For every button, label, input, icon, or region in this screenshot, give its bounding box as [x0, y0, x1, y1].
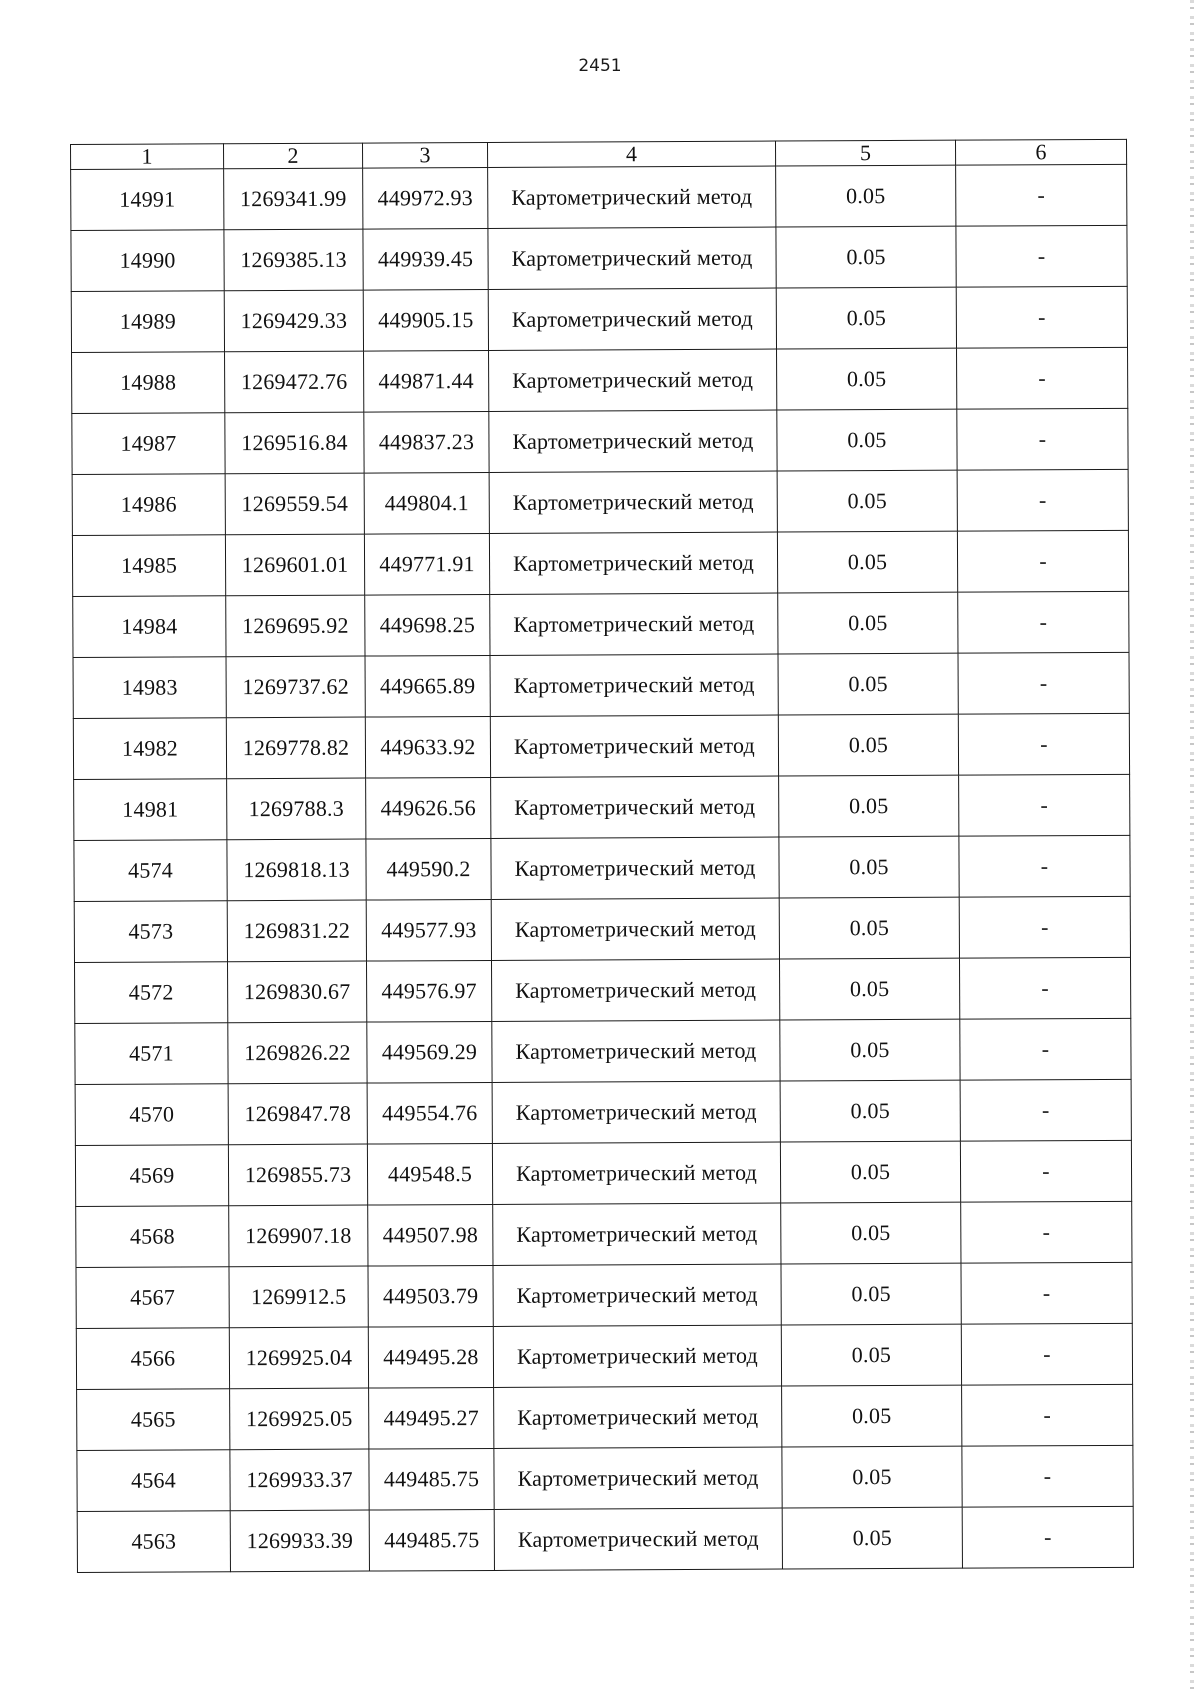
accuracy-cell: 0.05: [778, 653, 958, 715]
note-cell: -: [959, 896, 1130, 958]
accuracy-cell: 0.05: [781, 1263, 961, 1325]
column-header-4: 4: [487, 141, 775, 167]
x-coordinate-cell: 1269818.13: [227, 839, 366, 901]
table-row: [73, 652, 1129, 718]
x-coordinate-cell: 1269737.62: [226, 656, 365, 718]
method-cell: Картометрический метод: [494, 1508, 782, 1570]
note-cell: -: [956, 164, 1127, 226]
y-coordinate-cell: 449569.29: [367, 1021, 492, 1083]
method-cell: Картометрический метод: [491, 776, 779, 838]
table-row: [71, 164, 1127, 230]
note-cell: -: [962, 1384, 1133, 1446]
note-cell: -: [959, 774, 1130, 836]
point-number-cell: 4568: [76, 1206, 229, 1268]
column-header-1: 1: [71, 144, 224, 170]
method-cell: Картометрический метод: [489, 349, 777, 411]
method-cell: Картометрический метод: [493, 1203, 781, 1265]
y-coordinate-cell: 449626.56: [366, 777, 491, 839]
point-number-cell: 4571: [75, 1023, 228, 1085]
point-number-cell: 14990: [71, 230, 224, 292]
x-coordinate-cell: 1269385.13: [224, 229, 363, 291]
column-header-5: 5: [775, 140, 955, 166]
table-row: [75, 1140, 1131, 1206]
point-number-cell: 4567: [76, 1267, 229, 1329]
method-cell: Картометрический метод: [493, 1325, 781, 1387]
note-cell: -: [960, 1018, 1131, 1080]
method-cell: Картометрический метод: [491, 837, 779, 899]
x-coordinate-cell: 1269925.04: [229, 1327, 368, 1389]
point-number-cell: 14986: [72, 474, 225, 536]
note-cell: -: [958, 713, 1129, 775]
accuracy-cell: 0.05: [782, 1446, 962, 1508]
point-number-cell: 4566: [76, 1328, 229, 1390]
y-coordinate-cell: 449665.89: [365, 655, 490, 717]
accuracy-cell: 0.05: [782, 1385, 962, 1447]
column-header-3: 3: [362, 142, 487, 168]
x-coordinate-cell: 1269601.01: [225, 534, 364, 596]
y-coordinate-cell: 449590.2: [366, 838, 491, 900]
table-row: [72, 347, 1128, 413]
method-cell: Картометрический метод: [489, 532, 777, 594]
table-row: [71, 286, 1127, 352]
accuracy-cell: 0.05: [779, 836, 959, 898]
accuracy-cell: 0.05: [777, 470, 957, 532]
y-coordinate-cell: 449495.28: [368, 1326, 493, 1388]
y-coordinate-cell: 449837.23: [364, 411, 489, 473]
method-cell: Картометрический метод: [488, 227, 776, 289]
note-cell: -: [956, 286, 1127, 348]
x-coordinate-cell: 1269831.22: [227, 900, 366, 962]
x-coordinate-cell: 1269341.99: [224, 168, 363, 230]
method-cell: Картометрический метод: [494, 1386, 782, 1448]
point-number-cell: 14987: [72, 413, 225, 475]
table-row: [74, 774, 1130, 840]
accuracy-cell: 0.05: [778, 714, 958, 776]
x-coordinate-cell: 1269925.05: [230, 1388, 369, 1450]
x-coordinate-cell: 1269695.92: [226, 595, 365, 657]
method-cell: Картометрический метод: [491, 959, 779, 1021]
note-cell: -: [959, 957, 1130, 1019]
point-number-cell: 14982: [73, 718, 226, 780]
table-row: [72, 469, 1128, 535]
point-number-cell: 4569: [75, 1145, 228, 1207]
method-cell: Картометрический метод: [489, 410, 777, 472]
y-coordinate-cell: 449633.92: [365, 716, 490, 778]
x-coordinate-cell: 1269778.82: [226, 717, 365, 779]
table-row: [73, 591, 1129, 657]
x-coordinate-cell: 1269826.22: [228, 1022, 367, 1084]
y-coordinate-cell: 449972.93: [363, 167, 488, 229]
y-coordinate-cell: 449548.5: [367, 1143, 492, 1205]
point-number-cell: 14988: [72, 352, 225, 414]
point-number-cell: 14989: [71, 291, 224, 353]
table-row: [76, 1201, 1132, 1267]
method-cell: Картометрический метод: [488, 288, 776, 350]
method-cell: Картометрический метод: [494, 1447, 782, 1509]
note-cell: -: [957, 530, 1128, 592]
table-row: [76, 1262, 1132, 1328]
y-coordinate-cell: 449771.91: [364, 533, 489, 595]
accuracy-cell: 0.05: [776, 287, 956, 349]
note-cell: -: [961, 1262, 1132, 1324]
x-coordinate-cell: 1269516.84: [225, 412, 364, 474]
accuracy-cell: 0.05: [779, 775, 959, 837]
x-coordinate-cell: 1269907.18: [229, 1205, 368, 1267]
x-coordinate-cell: 1269559.54: [225, 473, 364, 535]
y-coordinate-cell: 449698.25: [365, 594, 490, 656]
method-cell: Картометрический метод: [493, 1264, 781, 1326]
method-cell: Картометрический метод: [492, 1081, 780, 1143]
point-number-cell: 4574: [74, 840, 227, 902]
note-cell: -: [961, 1201, 1132, 1263]
accuracy-cell: 0.05: [780, 1019, 960, 1081]
x-coordinate-cell: 1269830.67: [227, 961, 366, 1023]
accuracy-cell: 0.05: [780, 1080, 960, 1142]
accuracy-cell: 0.05: [781, 1324, 961, 1386]
scan-edge-artifact: [1190, 0, 1194, 1696]
accuracy-cell: 0.05: [777, 348, 957, 410]
note-cell: -: [957, 408, 1128, 470]
method-cell: Картометрический метод: [492, 1020, 780, 1082]
x-coordinate-cell: 1269855.73: [228, 1144, 367, 1206]
y-coordinate-cell: 449804.1: [364, 472, 489, 534]
point-number-cell: 14984: [73, 596, 226, 658]
y-coordinate-cell: 449939.45: [363, 228, 488, 290]
x-coordinate-cell: 1269429.33: [224, 290, 363, 352]
x-coordinate-cell: 1269933.37: [230, 1449, 369, 1511]
accuracy-cell: 0.05: [779, 958, 959, 1020]
table-row: [77, 1384, 1133, 1450]
note-cell: -: [960, 1079, 1131, 1141]
note-cell: -: [956, 225, 1127, 287]
point-number-cell: 14991: [71, 169, 224, 231]
point-number-cell: 4570: [75, 1084, 228, 1146]
table-row: [76, 1323, 1132, 1389]
point-number-cell: 4565: [77, 1389, 230, 1451]
x-coordinate-cell: 1269847.78: [228, 1083, 367, 1145]
accuracy-cell: 0.05: [777, 531, 957, 593]
method-cell: Картометрический метод: [492, 1142, 780, 1204]
accuracy-cell: 0.05: [776, 165, 956, 227]
table-body: [71, 164, 1134, 1572]
accuracy-cell: 0.05: [777, 409, 957, 471]
note-cell: -: [962, 1506, 1133, 1568]
point-number-cell: 4573: [74, 901, 227, 963]
method-cell: Картометрический метод: [490, 715, 778, 777]
table-row: [71, 225, 1127, 291]
y-coordinate-cell: 449507.98: [368, 1204, 493, 1266]
y-coordinate-cell: 449554.76: [367, 1082, 492, 1144]
y-coordinate-cell: 449576.97: [366, 960, 491, 1022]
method-cell: Картометрический метод: [490, 654, 778, 716]
page-number: 2451: [578, 56, 622, 76]
table-row: [73, 713, 1129, 779]
table-row: [72, 408, 1128, 474]
y-coordinate-cell: 449495.27: [369, 1387, 494, 1449]
accuracy-cell: 0.05: [779, 897, 959, 959]
method-cell: Картометрический метод: [488, 166, 776, 228]
x-coordinate-cell: 1269788.3: [227, 778, 366, 840]
x-coordinate-cell: 1269912.5: [229, 1266, 368, 1328]
x-coordinate-cell: 1269933.39: [230, 1510, 369, 1572]
accuracy-cell: 0.05: [782, 1507, 962, 1569]
column-header-6: 6: [955, 139, 1126, 165]
table-row: [72, 530, 1128, 596]
note-cell: -: [959, 835, 1130, 897]
y-coordinate-cell: 449905.15: [363, 289, 488, 351]
note-cell: -: [957, 469, 1128, 531]
table-row: [75, 1079, 1131, 1145]
point-number-cell: 4564: [77, 1450, 230, 1512]
table-row: [74, 957, 1130, 1023]
table-row: [74, 835, 1130, 901]
accuracy-cell: 0.05: [780, 1141, 960, 1203]
table-row: [77, 1445, 1133, 1511]
note-cell: -: [961, 1323, 1132, 1385]
point-number-cell: 14983: [73, 657, 226, 719]
column-header-2: 2: [224, 143, 363, 169]
point-number-cell: 4563: [77, 1511, 230, 1573]
y-coordinate-cell: 449485.75: [369, 1509, 494, 1571]
y-coordinate-cell: 449503.79: [368, 1265, 493, 1327]
coordinates-table: [70, 139, 1134, 1573]
y-coordinate-cell: 449577.93: [366, 899, 491, 961]
note-cell: -: [958, 591, 1129, 653]
accuracy-cell: 0.05: [781, 1202, 961, 1264]
x-coordinate-cell: 1269472.76: [225, 351, 364, 413]
method-cell: Картометрический метод: [490, 593, 778, 655]
y-coordinate-cell: 449485.75: [369, 1448, 494, 1510]
point-number-cell: 14981: [74, 779, 227, 841]
note-cell: -: [958, 652, 1129, 714]
accuracy-cell: 0.05: [776, 226, 956, 288]
y-coordinate-cell: 449871.44: [364, 350, 489, 412]
point-number-cell: 14985: [72, 535, 225, 597]
table-row: [74, 896, 1130, 962]
point-number-cell: 4572: [74, 962, 227, 1024]
accuracy-cell: 0.05: [778, 592, 958, 654]
note-cell: -: [962, 1445, 1133, 1507]
method-cell: Картометрический метод: [489, 471, 777, 533]
table-row: [77, 1506, 1133, 1572]
table-row: [75, 1018, 1131, 1084]
method-cell: Картометрический метод: [491, 898, 779, 960]
note-cell: -: [957, 347, 1128, 409]
note-cell: -: [960, 1140, 1131, 1202]
